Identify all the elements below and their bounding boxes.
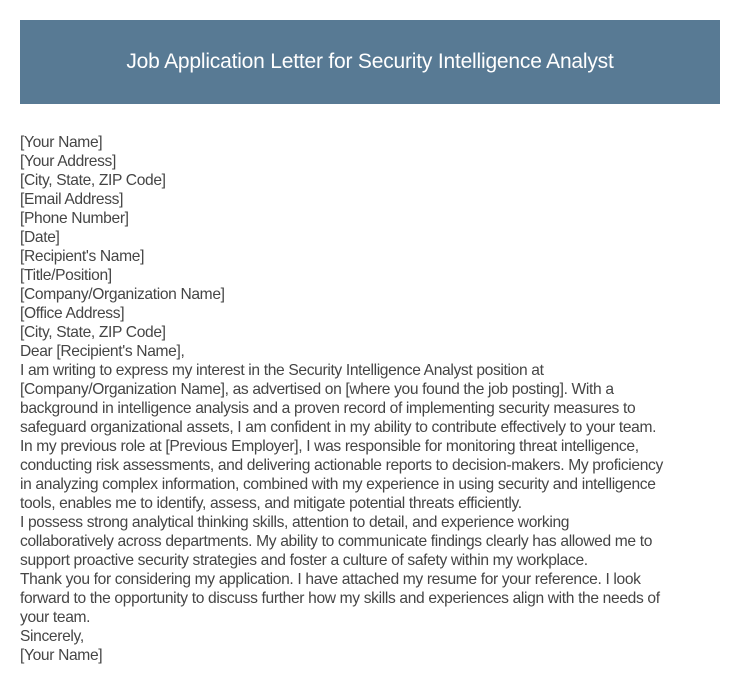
paragraph-line: I am writing to express my interest in the Security Intelligence Analyst position at — [20, 362, 544, 379]
paragraph-line: background in intelligence analysis and a proven record of implementing security measures to — [20, 400, 636, 417]
sender-city-state-zip: [City, State, ZIP Code] — [20, 172, 166, 189]
signature: [Your Name] — [20, 647, 103, 664]
recipient-name: [Recipient's Name] — [20, 248, 145, 265]
paragraph-line: support proactive security strategies and foster a culture of safety within my workplace. — [20, 552, 588, 569]
page-title: Job Application Letter for Security Intelligence Analyst — [126, 50, 614, 73]
recipient-title: [Title/Position] — [20, 267, 112, 284]
paragraph-skills — [20, 513, 725, 570]
paragraph-experience — [20, 437, 725, 513]
paragraph-line: Thank you for considering my application. I have attached my resume for your reference. I look — [20, 571, 641, 588]
paragraph-line: I possess strong analytical thinking skills, attention to detail, and experience working — [20, 514, 570, 531]
sender-block — [20, 133, 725, 247]
recipient-city-state-zip: [City, State, ZIP Code] — [20, 324, 166, 341]
paragraph-line: in analyzing complex information, combined with my experience in using security and intelligence — [20, 476, 656, 493]
recipient-office-address: [Office Address] — [20, 305, 125, 322]
sender-email: [Email Address] — [20, 191, 124, 208]
closing: Sincerely, — [20, 628, 84, 645]
paragraph-line: forward to the opportunity to discuss further how my skills and experiences align with the needs of — [20, 590, 660, 607]
salutation: Dear [Recipient's Name], — [20, 343, 185, 360]
paragraph-line: tools, enables me to identify, assess, and mitigate potential threats efficiently. — [20, 495, 522, 512]
paragraph-line: your team. — [20, 609, 91, 626]
letter-body — [20, 133, 725, 665]
recipient-company: [Company/Organization Name] — [20, 286, 225, 303]
sender-address: [Your Address] — [20, 153, 116, 170]
paragraph-line: collaboratively across departments. My ability to communicate findings clearly has allowed me to — [20, 533, 653, 550]
recipient-block — [20, 247, 725, 342]
paragraph-line: conducting risk assessments, and delivering actionable reports to decision-makers. My proficiency — [20, 457, 663, 474]
letter-date: [Date] — [20, 229, 60, 246]
sender-name: [Your Name] — [20, 134, 103, 151]
paragraph-line: safeguard organizational assets, I am confident in my ability to contribute effectively to your team. — [20, 419, 657, 436]
title-banner — [20, 20, 720, 104]
paragraph-intro — [20, 361, 725, 437]
paragraph-closing — [20, 570, 725, 627]
paragraph-line: [Company/Organization Name], as advertised on [where you found the job posting]. With a — [20, 381, 614, 398]
sender-phone: [Phone Number] — [20, 210, 129, 227]
paragraph-line: In my previous role at [Previous Employer], I was responsible for monitoring threat intelligence, — [20, 438, 639, 455]
